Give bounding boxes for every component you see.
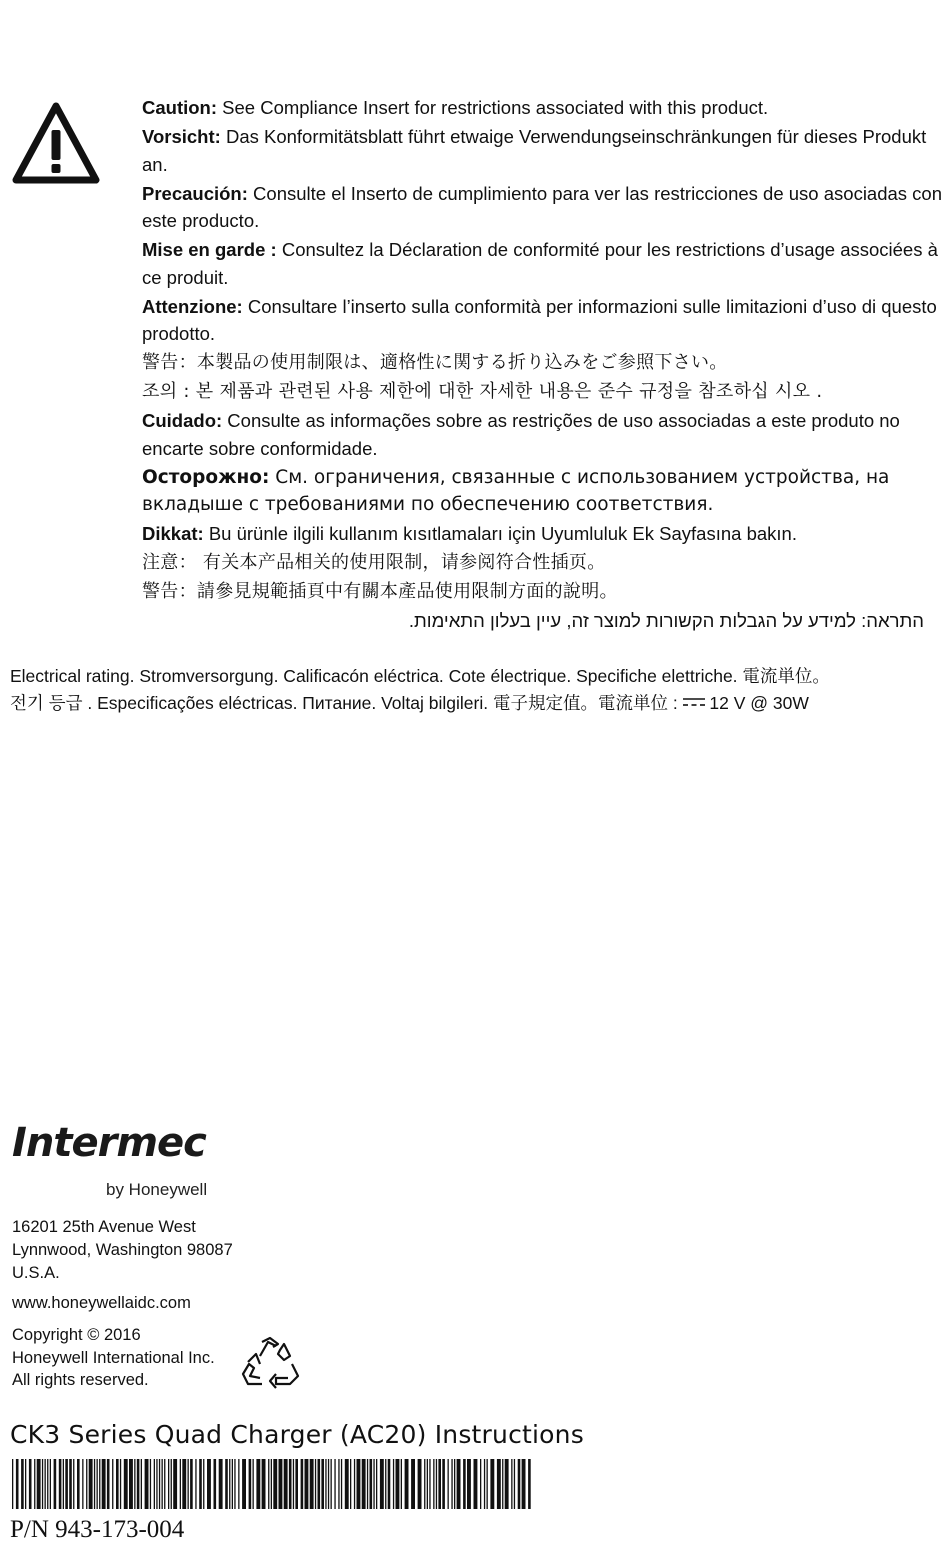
address-line: Lynnwood, Washington 98087 xyxy=(12,1241,233,1259)
barcode-bar xyxy=(89,1459,93,1509)
barcode-bar xyxy=(474,1459,478,1509)
barcode-bar xyxy=(154,1459,155,1509)
recycle-icon xyxy=(240,1334,300,1392)
caution-tr: Dikkat: Bu ürünle ilgili kullanım kısıtlamaları için Uyumluluk Ek Sayfasına bakın. xyxy=(142,523,797,544)
caution-ja: 警告：本製品の使用制限は、適格性に関する折り込みをご参照下さい。 xyxy=(142,352,728,373)
barcode-bar xyxy=(502,1459,503,1509)
caution-es: Precaución: Consulte el Inserto de cumplimiento para ver las restricciones de uso asociadas con este producto. xyxy=(142,182,943,231)
barcode-bar xyxy=(77,1459,80,1509)
barcode-bar xyxy=(514,1459,515,1509)
caution-zh-tw: 警告：請參見規範插頁中有關本產品使用限制方面的說明。 xyxy=(142,581,618,602)
barcode-bar xyxy=(156,1459,157,1509)
barcode-bar xyxy=(164,1459,165,1509)
part-number-barcode xyxy=(12,1459,536,1509)
barcode-bar xyxy=(120,1459,121,1509)
barcode-bar xyxy=(436,1459,437,1509)
barcode-bar xyxy=(229,1459,230,1509)
barcode-bar xyxy=(511,1459,512,1509)
barcode-bar xyxy=(73,1459,74,1509)
barcode-bar xyxy=(82,1459,83,1509)
barcode-bar xyxy=(145,1459,149,1509)
caution-it: Attenzione: Consultare l’inserto sulla conformità per informazioni sulle limitazioni d’uso di questo prodotto. xyxy=(142,295,937,344)
website-url: www.honeywellaidc.com xyxy=(12,1294,191,1312)
copyright-line: Copyright © 2016 xyxy=(12,1326,141,1344)
electrical-rating xyxy=(10,663,950,717)
caution-fr: Mise en garde : Consultez la Déclaration de conformité pour les restrictions d’usage associées à ce produit. xyxy=(142,239,938,288)
barcode-bar xyxy=(315,1459,316,1509)
barcode-bar xyxy=(159,1459,160,1509)
barcode-bar xyxy=(273,1459,277,1509)
barcode-bar xyxy=(124,1459,128,1509)
barcode-bar xyxy=(318,1459,321,1509)
barcode-bar xyxy=(180,1459,181,1509)
barcode-bar xyxy=(141,1459,142,1509)
barcode-bar xyxy=(401,1459,402,1509)
barcode-bar xyxy=(350,1459,351,1509)
barcode-bar xyxy=(380,1459,384,1509)
caution-he: התראה: למידע על הגבלות הקשורות למוצר זה, עיין בעלון התאימות. xyxy=(408,610,924,631)
caution-pt: Cuidado: Consulte as informações sobre as restrições de uso associadas a este produto no encarte sobre conformidade. xyxy=(142,410,900,459)
barcode-bar xyxy=(321,1459,324,1509)
barcode-bar xyxy=(334,1459,335,1509)
barcode-bar xyxy=(65,1459,68,1509)
barcode-bar xyxy=(34,1459,35,1509)
barcode-bar xyxy=(97,1459,98,1509)
barcode-bar xyxy=(219,1459,223,1509)
barcode-bar xyxy=(357,1459,361,1509)
barcode-bar xyxy=(373,1459,374,1509)
barcode-bar xyxy=(134,1459,135,1509)
logo-subtitle: by Honeywell xyxy=(106,1180,208,1199)
barcode-bar xyxy=(171,1459,172,1509)
barcode-bar xyxy=(393,1459,394,1509)
barcode-bar xyxy=(467,1459,471,1509)
barcode-bar xyxy=(433,1459,434,1509)
barcode-bar xyxy=(522,1459,526,1509)
rating-line-1: Electrical rating. Stromversorgung. Calificacón eléctrica. Cote électrique. Specifiche elettriche. 電流単位。 xyxy=(10,666,830,686)
barcode-bar xyxy=(69,1459,72,1509)
address-line: U.S.A. xyxy=(12,1264,60,1282)
barcode-bar xyxy=(150,1459,151,1509)
barcode-bar xyxy=(376,1459,377,1509)
rating-value: 12 V @ 30W xyxy=(709,693,809,713)
caution-ru: Осторожно: См. ограничения, связанные с использованием устройства, на вкладыше с требованиями по обеспечению соответствия. xyxy=(142,466,890,515)
barcode-bar xyxy=(448,1459,449,1509)
barcode-bar xyxy=(310,1459,314,1509)
barcode-bar xyxy=(271,1459,272,1509)
barcode-bar xyxy=(232,1459,233,1509)
barcode-bar xyxy=(47,1459,48,1509)
barcode-bar xyxy=(168,1459,169,1509)
barcode-bar xyxy=(50,1459,51,1509)
barcode-bar xyxy=(331,1459,332,1509)
company-address xyxy=(12,1216,233,1285)
caution-zh-cn: 注意： 有关本产品相关的使用限制，请参阅符合性插页。 xyxy=(142,552,606,573)
logo-wordmark: Intermec xyxy=(12,1120,206,1166)
dc-current-icon xyxy=(683,697,705,707)
barcode-bar xyxy=(199,1459,202,1509)
barcode-bar xyxy=(63,1459,64,1509)
barcode-bar xyxy=(249,1459,252,1509)
barcode-bar xyxy=(480,1459,481,1509)
barcode-bar xyxy=(305,1459,309,1509)
barcode-bar xyxy=(518,1459,521,1509)
copyright-notice xyxy=(12,1324,215,1392)
caution-de: Vorsicht: Das Konformitätsblatt führt etwaige Verwendungseinschränkungen für dieses Produkt an. xyxy=(142,126,927,175)
barcode-bar xyxy=(293,1459,294,1509)
barcode-bar xyxy=(429,1459,430,1509)
barcode-bar xyxy=(338,1459,339,1509)
address-line: 16201 25th Avenue West xyxy=(12,1218,196,1236)
barcode-bar xyxy=(411,1459,415,1509)
barcode-bar xyxy=(289,1459,292,1509)
rating-line-2: 전기 등급 . Especificações eléctricas. Питание. Voltaj bilgileri. 電子規定值。電流単位 : 12 V @ 30W xyxy=(10,693,809,713)
barcode-bar xyxy=(94,1459,95,1509)
part-number: P/N 943-173-004 xyxy=(10,1516,185,1543)
intermec-logo xyxy=(12,1120,224,1176)
barcode-bar xyxy=(367,1459,368,1509)
barcode-bar xyxy=(454,1459,455,1509)
barcode-bar xyxy=(137,1459,140,1509)
barcode-bar xyxy=(54,1459,57,1509)
barcode-bar xyxy=(418,1459,422,1509)
barcode-bar xyxy=(388,1459,391,1509)
barcode-bar xyxy=(188,1459,189,1509)
barcode-bar xyxy=(173,1459,177,1509)
barcode-bar xyxy=(256,1459,260,1509)
barcode-bar xyxy=(129,1459,133,1509)
barcode-bar xyxy=(325,1459,326,1509)
barcode-bar xyxy=(99,1459,100,1509)
barcode-bar xyxy=(102,1459,106,1509)
barcode-bar xyxy=(451,1459,452,1509)
document-title: CK3 Series Quad Charger (AC20) Instructions xyxy=(10,1420,584,1449)
barcode-bar xyxy=(279,1459,283,1509)
barcode-bar xyxy=(284,1459,288,1509)
barcode-bar xyxy=(86,1459,87,1509)
barcode-bar xyxy=(505,1459,509,1509)
barcode-bar xyxy=(301,1459,304,1509)
barcode-bar xyxy=(370,1459,373,1509)
barcode-bar xyxy=(225,1459,228,1509)
barcode-bar xyxy=(242,1459,246,1509)
barcode-bar xyxy=(203,1459,204,1509)
barcode-bar xyxy=(396,1459,400,1509)
barcode-bar xyxy=(497,1459,501,1509)
barcode-bar xyxy=(214,1459,217,1509)
barcode-bar xyxy=(190,1459,193,1509)
barcode-bar xyxy=(262,1459,266,1509)
barcode-bar xyxy=(107,1459,110,1509)
warning-triangle-icon xyxy=(12,100,100,188)
barcode-bar xyxy=(16,1459,19,1509)
barcode-bar xyxy=(463,1459,466,1509)
barcode-bar xyxy=(116,1459,119,1509)
barcode-bar xyxy=(487,1459,488,1509)
barcode-bar xyxy=(442,1459,445,1509)
barcode-bar xyxy=(405,1459,409,1509)
barcode-bar xyxy=(385,1459,386,1509)
barcode-bar xyxy=(295,1459,298,1509)
barcode-bar xyxy=(238,1459,239,1509)
barcode-bar xyxy=(59,1459,62,1509)
barcode-bar xyxy=(362,1459,366,1509)
barcode-bar xyxy=(424,1459,425,1509)
barcode-bar xyxy=(253,1459,254,1509)
barcode-bar xyxy=(12,1459,13,1509)
barcode-bar xyxy=(42,1459,43,1509)
caution-ko: 조의 : 본 제품과 관련된 사용 제한에 대한 자세한 내용은 준수 규정을 참조하십 시오 . xyxy=(142,381,823,402)
barcode-bar xyxy=(354,1459,355,1509)
barcode-bar xyxy=(528,1459,531,1509)
barcode-bar xyxy=(45,1459,46,1509)
barcode-bar xyxy=(195,1459,196,1509)
barcode-bar xyxy=(162,1459,163,1509)
barcode-bar xyxy=(182,1459,186,1509)
caution-en: Caution: See Compliance Insert for restrictions associated with this product. xyxy=(142,97,769,118)
copyright-line: All rights reserved. xyxy=(12,1371,149,1389)
barcode-bar xyxy=(457,1459,461,1509)
barcode-bar xyxy=(29,1459,32,1509)
barcode-bar xyxy=(234,1459,235,1509)
copyright-line: Honeywell International Inc. xyxy=(12,1348,215,1367)
barcode-bar xyxy=(345,1459,349,1509)
barcode-bar xyxy=(25,1459,26,1509)
barcode-bar xyxy=(37,1459,41,1509)
barcode-bar xyxy=(207,1459,211,1509)
barcode-bar xyxy=(21,1459,24,1509)
barcode-bar xyxy=(427,1459,428,1509)
barcode-bar xyxy=(328,1459,329,1509)
barcode-bar xyxy=(484,1459,485,1509)
caution-statements xyxy=(142,94,942,636)
barcode-bar xyxy=(112,1459,113,1509)
barcode-bar xyxy=(341,1459,342,1509)
barcode-bar xyxy=(438,1459,441,1509)
barcode-bar xyxy=(268,1459,269,1509)
barcode-bar xyxy=(490,1459,494,1509)
